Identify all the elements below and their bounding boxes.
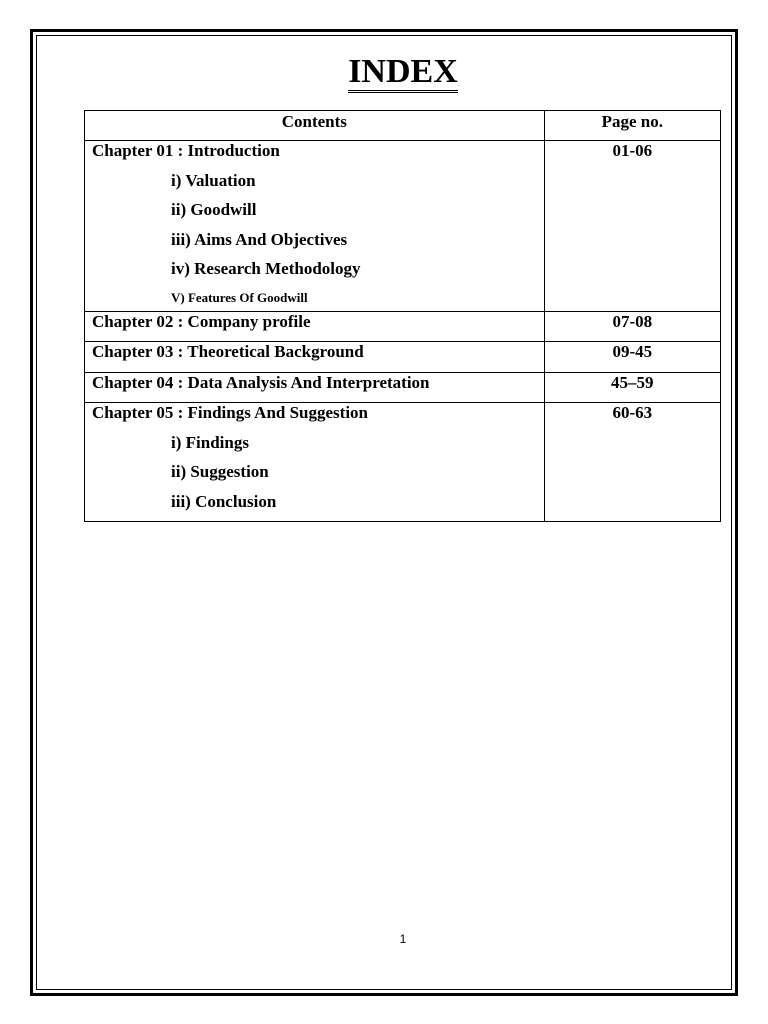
table-row: [85, 403, 721, 522]
contents-cell: [85, 311, 545, 342]
table-header-row: [85, 111, 721, 141]
subsection-item: i) Valuation: [171, 170, 256, 190]
page-title-text: INDEX: [348, 54, 458, 93]
page-range: 45–59: [611, 372, 654, 392]
subsection-item: iii) Conclusion: [171, 491, 277, 511]
page-cell: [544, 141, 720, 312]
chapter-title: Chapter 01 : Introduction: [92, 141, 280, 160]
table-row: [85, 141, 721, 312]
table-row: [85, 311, 721, 342]
page-range: 60-63: [612, 403, 653, 422]
page-cell: [544, 372, 720, 403]
subsection-item: ii) Suggestion: [171, 462, 269, 481]
contents-cell: [85, 342, 545, 373]
table-row: [85, 372, 721, 403]
chapter-title: Chapter 04 : Data Analysis And Interpretation: [92, 372, 430, 392]
page-range: 07-08: [612, 311, 653, 331]
table-row: [85, 342, 721, 373]
subsection-item: iii) Aims And Objectives: [171, 229, 348, 249]
page-range: 01-06: [612, 141, 653, 160]
contents-cell: [85, 403, 545, 522]
contents-cell: [85, 141, 545, 312]
page-number: 1: [399, 932, 407, 946]
subsection-item: ii) Goodwill: [171, 200, 257, 219]
page-cell: [544, 342, 720, 373]
chapter-title: Chapter 03 : Theoretical Background: [92, 342, 364, 361]
page-cell: [544, 403, 720, 522]
page-cell: [544, 311, 720, 342]
page-title: [0, 52, 768, 93]
chapter-title: Chapter 05 : Findings And Suggestion: [92, 403, 369, 422]
index-table: [84, 110, 721, 522]
page-range: 09-45: [612, 342, 653, 361]
contents-cell: [85, 372, 545, 403]
subsection-item: V) Features Of Goodwill: [171, 289, 308, 305]
chapter-title: Chapter 02 : Company profile: [92, 311, 311, 331]
page-header: Page no.: [544, 111, 720, 141]
contents-header: Contents: [85, 111, 545, 141]
subsection-item: iv) Research Methodology: [171, 259, 361, 278]
subsection-item: i) Findings: [171, 432, 249, 452]
